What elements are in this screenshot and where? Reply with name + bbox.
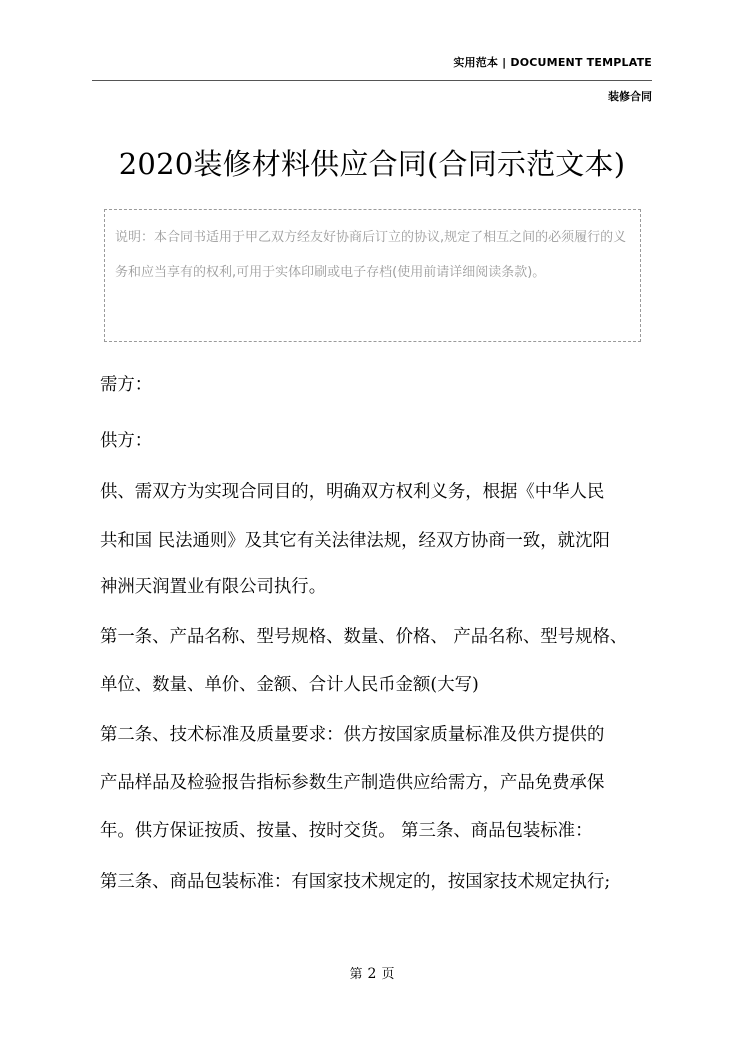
body-line: 共和国 民法通则》及其它有关法律法规，经双方协商一致，就沈阳	[100, 531, 610, 551]
body-line-article-1: 第一条、产品名称、型号规格、数量、价格、 产品名称、型号规格、	[100, 627, 628, 647]
body-line-supply-party: 供方：	[100, 431, 153, 451]
document-title: 2020装修材料供应合同(合同示范文本)	[118, 147, 626, 181]
page-prefix: 第	[349, 967, 363, 982]
header-category-label: 装修合同	[608, 90, 652, 103]
usage-note-box	[104, 209, 641, 342]
body-line: 神洲天润置业有限公司执行。	[100, 577, 327, 597]
usage-note-text: 说明：本合同书适用于甲乙双方经友好协商后订立的协议,规定了相互之间的必须履行的义务和应当享有的权利,可用于实体印刷或电子存档(使用前请详细阅读条款)。	[115, 230, 627, 280]
body-line-article-2: 第二条、技术标准及质量要求：供方按国家质量标准及供方提供的	[100, 725, 605, 745]
body-line-article-3: 第三条、商品包装标准：有国家技术规定的，按国家技术规定执行;	[100, 872, 611, 892]
header-divider	[92, 80, 652, 81]
body-line-demand-party: 需方：	[100, 375, 153, 395]
page-number: 2	[367, 966, 377, 982]
page-footer	[0, 963, 744, 982]
header-template-label: 实用范本 | DOCUMENT TEMPLATE	[453, 56, 652, 69]
body-line: 单位、数量、单价、金额、合计人民币金额(大写)	[100, 675, 479, 695]
body-line: 年。供方保证按质、按量、按时交货。 第三条、商品包装标准：	[100, 821, 593, 841]
body-line: 产品样品及检验报告指标参数生产制造供应给需方，产品免费承保	[100, 773, 605, 793]
body-line: 供、需双方为实现合同目的，明确双方权利义务，根据《中华人民	[100, 482, 605, 502]
page-suffix: 页	[381, 967, 395, 982]
